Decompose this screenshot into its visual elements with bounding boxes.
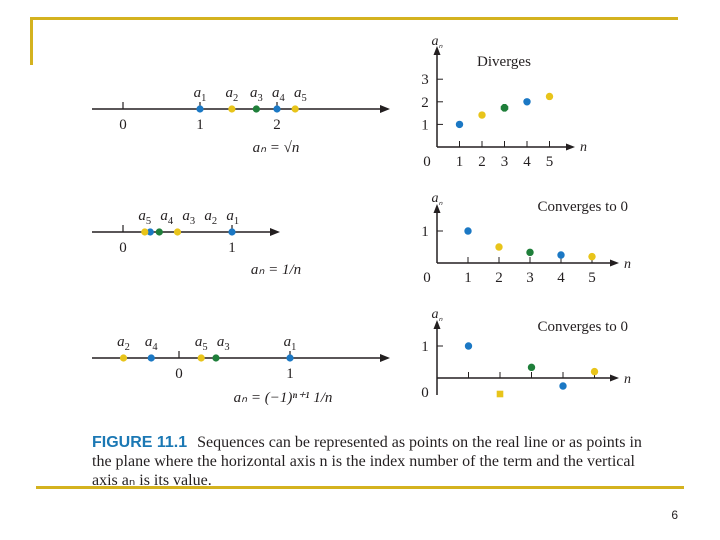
chart-3-point-5 <box>591 368 598 375</box>
chart-1-y-tick-label-3: 3 <box>421 72 429 89</box>
chart-3-y-tick-label-0: 0 <box>421 385 429 401</box>
chart-3-x-arrow <box>610 375 619 382</box>
number-line-point-2-a3 <box>156 228 163 235</box>
chart-3-title: Converges to 0 <box>537 319 628 335</box>
number-line-point-2-a2 <box>174 228 181 235</box>
chart-2-x-arrow <box>610 260 619 267</box>
chart-2-x-tick-label-3: 3 <box>526 270 534 286</box>
number-line-arrow-3 <box>380 354 390 362</box>
chart-1-point-2 <box>478 111 485 118</box>
number-line-tick-label-2-0: 0 <box>119 240 127 256</box>
chart-2-xlabel: n <box>624 257 631 272</box>
chart-3-y-tick-label-1: 1 <box>421 339 429 355</box>
chart-2-point-2 <box>495 243 502 250</box>
chart-2-x-tick-label-1: 1 <box>464 270 472 286</box>
number-line-point-2-a1 <box>228 228 235 235</box>
chart-1-point-4 <box>523 98 530 105</box>
chart-3-point-4 <box>559 382 566 389</box>
number-line-point-1-a4 <box>273 105 280 112</box>
chart-1-x-tick-label-2: 2 <box>478 154 486 170</box>
chart-1-x-tick-label-4: 4 <box>523 154 531 170</box>
chart-1-x-tick-label-3: 3 <box>500 154 509 170</box>
chart-2-x-tick-label-0: 0 <box>423 270 431 286</box>
number-line-tick-label-1-1: 1 <box>196 117 204 133</box>
number-line-point-label-3-a5: $a_5$ <box>194 334 208 353</box>
number-line-point-label-1-a5: $a_5$ <box>293 85 307 104</box>
number-line-point-label-1-a1: $a_1$ <box>193 85 207 104</box>
number-line-arrow-2 <box>270 228 280 236</box>
number-line-point-label-3-a2: $a_2$ <box>117 334 130 353</box>
number-line-point-3-a5 <box>198 354 205 361</box>
number-line-point-label-2-a1: $a_1$ <box>226 208 240 227</box>
chart-2-x-tick-label-2: 2 <box>495 270 503 286</box>
chart-2-x-tick-label-5: 5 <box>588 270 596 286</box>
chart-3-xlabel: n <box>624 372 631 387</box>
number-line-tick-label-2-1: 1 <box>228 240 236 256</box>
number-line-point-1-a3 <box>253 105 260 112</box>
chart-2-point-4 <box>557 251 564 258</box>
number-line-point-1-a5 <box>292 105 299 112</box>
chart-2-point-1 <box>464 227 471 234</box>
number-line-point-label-1-a3: $a_3$ <box>249 85 263 104</box>
chart-2-ylabel: $a_{_n}$ <box>431 191 443 208</box>
number-line-formula-3: aₙ = (−1)ⁿ⁺¹ 1/n <box>233 390 333 406</box>
chart-1-x-arrow <box>566 144 575 151</box>
chart-2-point-3 <box>526 249 533 256</box>
number-line-point-label-3-a3: $a_3$ <box>216 334 230 353</box>
number-line-point-label-3-a1: $a_1$ <box>283 334 297 353</box>
chart-3-point-3 <box>528 364 535 371</box>
number-line-tick-label-1-0: 0 <box>119 117 127 133</box>
number-line-tick-label-3-0: 0 <box>175 366 183 382</box>
number-line-point-label-3-a4: $a_4$ <box>144 334 158 353</box>
chart-1-point-1 <box>456 121 463 128</box>
number-line-formula-1: aₙ = √n <box>252 140 300 156</box>
number-line-point-3-a4 <box>148 354 155 361</box>
chart-2-point-5 <box>588 253 595 260</box>
number-line-point-label-2-a5: $a_5$ <box>138 208 152 227</box>
figure-caption <box>92 433 652 490</box>
chart-1-point-3 <box>501 104 509 112</box>
number-line-point-3-a3 <box>212 354 219 361</box>
chart-1-x-tick-label-0: 0 <box>423 154 431 170</box>
chart-1-point-5 <box>546 93 553 100</box>
chart-1-xlabel: n <box>580 140 587 155</box>
caption-text: Sequences can be represented as points on the real line or as points in the plane where the horizontal axis n is the index number of the term and the vertical axis aₙ is its value. <box>92 434 642 489</box>
number-line-point-label-1-a4: $a_4$ <box>271 85 285 104</box>
number-line-point-1-a1 <box>196 105 203 112</box>
chart-3-point-1 <box>465 342 472 349</box>
number-line-point-label-2-a2: $a_2$ <box>204 208 218 227</box>
chart-3-point-2 <box>497 391 504 398</box>
chart-2-y-tick-label-1: 1 <box>421 224 429 240</box>
number-line-point-label-2-a4: $a_4$ <box>160 208 174 227</box>
chart-2-x-tick-label-4: 4 <box>557 270 565 286</box>
chart-1-title: Diverges <box>477 54 531 70</box>
number-line-point-3-a1 <box>286 354 293 361</box>
chart-3-ylabel: $a_{_n}$ <box>431 307 443 324</box>
number-line-point-3-a2 <box>120 354 127 361</box>
number-line-point-1-a2 <box>228 105 235 112</box>
chart-1-x-tick-label-5: 5 <box>545 154 554 170</box>
number-line-arrow-1 <box>380 105 390 113</box>
number-line-point-label-2-a3: $a_3$ <box>182 208 196 227</box>
chart-1-y-tick-label-1: 1 <box>421 117 429 134</box>
number-line-tick-label-3-1: 1 <box>286 366 294 382</box>
number-line-formula-2: aₙ = 1/n <box>250 262 302 278</box>
chart-1-ylabel: $a_{_n}$ <box>431 34 443 51</box>
slide-number: 6 <box>671 508 678 522</box>
number-line-point-label-1-a2: $a_2$ <box>225 85 239 104</box>
chart-2-title: Converges to 0 <box>537 199 628 215</box>
figure-label: FIGURE 11.1 <box>92 434 188 451</box>
number-line-point-2-a5 <box>141 228 148 235</box>
number-line-tick-label-1-2: 2 <box>273 117 281 133</box>
chart-1-x-tick-label-1: 1 <box>455 154 464 170</box>
chart-1-y-tick-label-2: 2 <box>421 94 429 111</box>
